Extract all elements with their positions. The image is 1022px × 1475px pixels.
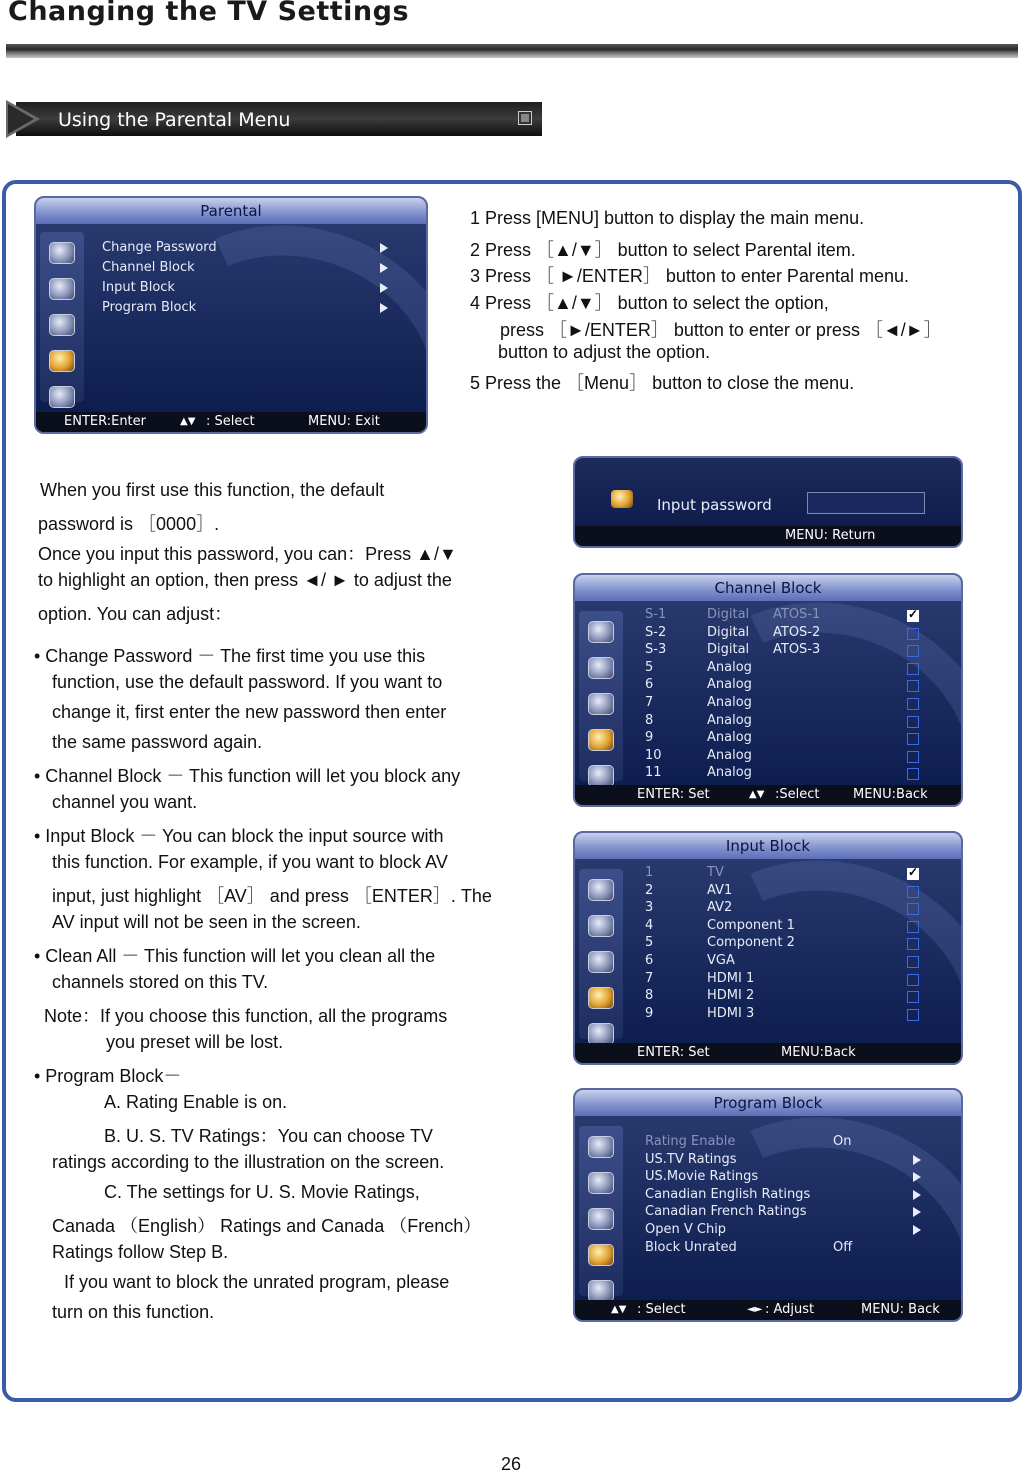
- footer-back: MENU:Back: [781, 1045, 856, 1060]
- body-line: channels stored on this TV.: [52, 972, 269, 992]
- body-line: C. The settings for U. S. Movie Ratings,: [104, 1182, 420, 1202]
- arrow-right-icon: [380, 243, 388, 253]
- instruction-step: 4 Press ［▲/▼］ button to select the option,: [470, 293, 829, 313]
- body-line: password is ［0000］.: [38, 514, 220, 534]
- program-row[interactable]: [575, 1204, 961, 1220]
- channel-number: S-1: [645, 607, 667, 622]
- channel-block-screen: [573, 573, 963, 807]
- program-row[interactable]: [575, 1134, 961, 1150]
- input-row[interactable]: [575, 865, 961, 881]
- channel-number: 5: [645, 659, 654, 675]
- channel-row[interactable]: [575, 730, 961, 746]
- arrow-right-icon: [913, 1172, 921, 1182]
- channel-number: 7: [645, 695, 654, 710]
- checkbox-icon[interactable]: [907, 956, 919, 968]
- checkbox-checked-icon[interactable]: [907, 868, 919, 880]
- program-row[interactable]: [575, 1169, 961, 1185]
- channel-type: Analog: [707, 712, 752, 728]
- channel-type: Digital: [707, 624, 750, 640]
- checkbox-icon[interactable]: [907, 903, 919, 915]
- body-line: channel you want.: [52, 792, 198, 812]
- checkbox-icon[interactable]: [907, 921, 919, 933]
- body-line: • Program Block－: [34, 1066, 182, 1086]
- input-block-screen: [573, 831, 963, 1065]
- lock-icon: [611, 490, 633, 508]
- menu-item-change-password[interactable]: [102, 240, 217, 255]
- checkbox-checked-icon[interactable]: [907, 610, 919, 622]
- footer-enter: ENTER:Enter: [64, 414, 146, 429]
- channel-number: 9: [645, 730, 654, 746]
- body-line: If you want to block the unrated program, please: [64, 1272, 450, 1292]
- checkbox-icon[interactable]: [907, 991, 919, 1003]
- channel-type: Analog: [707, 695, 752, 710]
- lock-icon: [49, 350, 75, 372]
- channel-row[interactable]: [575, 625, 961, 641]
- input-number: 9: [645, 1005, 654, 1021]
- checkbox-icon[interactable]: [907, 886, 919, 898]
- body-line: • Channel Block － This function will let you block any: [34, 766, 461, 786]
- input-number: 2: [645, 882, 654, 898]
- screen-footer: [575, 1043, 961, 1063]
- screen-footer: [575, 785, 961, 805]
- input-number: 1: [645, 865, 654, 880]
- input-number: 5: [645, 935, 654, 951]
- input-name: Component 1: [707, 917, 795, 933]
- updown-arrows-icon: ▲▼: [611, 1304, 627, 1315]
- channel-number: 10: [645, 747, 662, 763]
- channel-number: 8: [645, 712, 654, 728]
- checkbox-icon[interactable]: [907, 974, 919, 986]
- footer-select: : Select: [206, 414, 255, 429]
- input-name: Component 2: [707, 935, 795, 951]
- body-line: ratings according to the illustration on the screen.: [52, 1152, 445, 1172]
- arrow-right-icon: [380, 263, 388, 273]
- body-line: • Change Password － The first time you use this: [34, 646, 426, 666]
- body-line: • Clean All － This function will let you clean all the: [34, 946, 436, 966]
- footer-adjust: : Adjust: [765, 1302, 815, 1317]
- screen-footer: [36, 412, 426, 432]
- input-row[interactable]: [575, 1006, 961, 1022]
- footer-back: MENU:Back: [853, 787, 928, 802]
- screen-footer: [575, 1300, 961, 1320]
- checkbox-icon[interactable]: [907, 733, 919, 745]
- program-value: On: [833, 1134, 852, 1149]
- footer-set: ENTER: Set: [637, 787, 710, 802]
- input-name: HDMI 3: [707, 1005, 755, 1021]
- satellite-icon: [49, 386, 75, 408]
- checkbox-icon[interactable]: [907, 751, 919, 763]
- footer-select: : Select: [637, 1302, 686, 1317]
- square-icon: [518, 111, 532, 125]
- updown-arrows-icon: ▲▼: [749, 789, 765, 800]
- input-name: AV2: [707, 900, 733, 916]
- input-number: 4: [645, 917, 654, 933]
- password-label: Input password: [657, 496, 772, 514]
- input-name: HDMI 1: [707, 970, 755, 986]
- checkbox-icon[interactable]: [907, 698, 919, 710]
- instruction-step: button to adjust the option.: [498, 342, 711, 362]
- channel-type: Analog: [707, 677, 752, 693]
- checkbox-icon[interactable]: [907, 938, 919, 950]
- program-row[interactable]: [575, 1222, 961, 1238]
- program-label: US.TV Ratings: [645, 1151, 737, 1167]
- program-label: Canadian English Ratings: [645, 1186, 811, 1202]
- arrow-right-icon: [380, 303, 388, 313]
- channel-type: Analog: [707, 747, 752, 763]
- page-title: Changing the TV Settings: [8, 0, 410, 27]
- menu-item-label: Change Password: [102, 240, 217, 255]
- body-line: B. U. S. TV Ratings：You can choose TV: [104, 1126, 433, 1146]
- program-value: Off: [833, 1239, 853, 1255]
- channel-number: S-2: [645, 624, 667, 640]
- input-number: 7: [645, 970, 654, 986]
- program-row[interactable]: [575, 1152, 961, 1168]
- channel-row[interactable]: [575, 677, 961, 693]
- menu-item-channel-block[interactable]: [102, 260, 195, 275]
- tv-icon: [49, 242, 75, 264]
- input-name: AV1: [707, 882, 733, 898]
- body-line: When you first use this function, the default: [40, 480, 385, 500]
- body-line: A. Rating Enable is on.: [104, 1092, 288, 1112]
- channel-number: S-3: [645, 642, 667, 658]
- input-number: 8: [645, 988, 654, 1004]
- menu-item-label: Input Block: [102, 280, 175, 295]
- arrow-inner-icon: [8, 104, 34, 134]
- arrow-right-icon: [913, 1190, 921, 1200]
- footer-return: MENU: Return: [785, 528, 876, 543]
- input-row[interactable]: [575, 900, 961, 916]
- checkbox-icon[interactable]: [907, 680, 919, 692]
- channel-name: ATOS-2: [773, 624, 821, 640]
- footer-exit: MENU: Exit: [308, 414, 380, 429]
- page-number: 26: [500, 1454, 522, 1474]
- arrow-right-icon: [913, 1207, 921, 1217]
- updown-arrows-icon: ▲▼: [180, 416, 196, 427]
- channel-row[interactable]: [575, 660, 961, 676]
- program-label: Canadian French Ratings: [645, 1204, 807, 1220]
- instruction-step: press ［►/ENTER］ button to enter or press ［◄/►］: [500, 320, 942, 340]
- section-title: Using the Parental Menu: [58, 109, 291, 131]
- screen-title: Parental: [36, 198, 426, 224]
- channel-name: ATOS-3: [773, 642, 821, 658]
- checkbox-icon[interactable]: [907, 768, 919, 780]
- password-input[interactable]: [807, 492, 925, 514]
- checkbox-icon[interactable]: [907, 645, 919, 657]
- footer-set: ENTER: Set: [637, 1045, 710, 1060]
- footer-select: :Select: [775, 787, 820, 802]
- arrow-right-icon: [380, 283, 388, 293]
- channel-type: Analog: [707, 730, 752, 746]
- checkbox-icon[interactable]: [907, 628, 919, 640]
- screen-title: Input Block: [575, 833, 961, 859]
- program-row[interactable]: [575, 1240, 961, 1256]
- channel-type: Analog: [707, 765, 752, 781]
- program-label: Block Unrated: [645, 1239, 737, 1255]
- channel-row[interactable]: [575, 765, 961, 781]
- body-line: option. You can adjust：: [38, 604, 233, 624]
- program-label: US.Movie Ratings: [645, 1169, 759, 1185]
- satellite-icon: [588, 1023, 614, 1045]
- audio-icon: [49, 278, 75, 300]
- body-line: turn on this function.: [52, 1302, 215, 1322]
- body-line: change it, first enter the new password then enter: [52, 702, 447, 722]
- password-screen: [573, 456, 963, 548]
- channel-row[interactable]: [575, 607, 961, 623]
- arrow-right-icon: [913, 1225, 921, 1235]
- screen-title: Channel Block: [575, 575, 961, 601]
- screen-footer: [575, 526, 961, 546]
- channel-type: Analog: [707, 659, 752, 675]
- channel-type: Digital: [707, 642, 750, 658]
- instruction-step: 5 Press the ［Menu］ button to close the menu.: [470, 373, 855, 393]
- input-name: VGA: [707, 953, 735, 968]
- program-block-screen: [573, 1088, 963, 1322]
- body-line: • Input Block － You can block the input source with: [34, 826, 444, 846]
- channel-row[interactable]: [575, 642, 961, 658]
- program-row[interactable]: [575, 1187, 961, 1203]
- instruction-step: 2 Press ［▲/▼］ button to select Parental item.: [470, 240, 856, 260]
- body-line: Canada （English） Ratings and Canada （French）: [52, 1216, 482, 1236]
- checkbox-icon[interactable]: [907, 663, 919, 675]
- program-label: Open V Chip: [645, 1222, 727, 1237]
- body-line: you preset will be lost.: [106, 1032, 284, 1052]
- body-line: function, use the default password. If you want to: [52, 672, 443, 692]
- checkbox-icon[interactable]: [907, 716, 919, 728]
- input-number: 3: [645, 900, 654, 916]
- section-banner: [6, 100, 542, 138]
- menu-item-label: Channel Block: [102, 260, 195, 275]
- instruction-step: 1 Press [MENU] button to display the main menu.: [470, 208, 865, 228]
- screen-title: Program Block: [575, 1090, 961, 1116]
- settings-icon: [49, 314, 75, 336]
- instruction-step: 3 Press ［ ►/ENTER］ button to enter Parental menu.: [470, 266, 910, 286]
- channel-row[interactable]: [575, 748, 961, 764]
- parental-screen: [34, 196, 428, 434]
- channel-type: Digital: [707, 607, 750, 622]
- channel-number: 11: [645, 765, 662, 781]
- input-row[interactable]: [575, 918, 961, 934]
- body-line: the same password again.: [52, 732, 263, 752]
- input-name: HDMI 2: [707, 988, 755, 1004]
- input-row[interactable]: [575, 953, 961, 969]
- channel-name: ATOS-1: [773, 607, 821, 622]
- footer-back: MENU: Back: [861, 1302, 940, 1317]
- satellite-icon: [588, 1280, 614, 1302]
- body-line: input, just highlight ［AV］ and press ［ENTER］. The: [52, 886, 492, 906]
- arrow-right-icon: [913, 1155, 921, 1165]
- channel-number: 6: [645, 677, 654, 693]
- menu-item-label: Program Block: [102, 300, 197, 315]
- body-line: AV input will not be seen in the screen.: [52, 912, 361, 932]
- swirl-decoration: [85, 196, 428, 434]
- menu-item-program-block[interactable]: [102, 300, 196, 315]
- channel-row[interactable]: [575, 713, 961, 729]
- title-rule: [6, 44, 1018, 58]
- checkbox-icon[interactable]: [907, 1009, 919, 1021]
- menu-item-input-block[interactable]: [102, 280, 175, 295]
- body-line: Note：If you choose this function, all the programs: [44, 1006, 448, 1026]
- body-line: to highlight an option, then press ◄/ ► to adjust the: [38, 570, 452, 590]
- input-row[interactable]: [575, 935, 961, 951]
- body-line: Ratings follow Step B.: [52, 1242, 229, 1262]
- body-line: Once you input this password, you can：Press ▲/▼: [38, 544, 457, 564]
- input-row[interactable]: [575, 988, 961, 1004]
- input-row[interactable]: [575, 883, 961, 899]
- input-number: 6: [645, 953, 654, 968]
- program-label: Rating Enable: [645, 1134, 736, 1149]
- body-line: this function. For example, if you want to block AV: [52, 852, 448, 872]
- channel-row[interactable]: [575, 695, 961, 711]
- input-name: TV: [707, 865, 724, 880]
- menu-sidebar: [40, 232, 84, 402]
- input-row[interactable]: [575, 971, 961, 987]
- leftright-arrows-icon: ◄►: [747, 1304, 763, 1315]
